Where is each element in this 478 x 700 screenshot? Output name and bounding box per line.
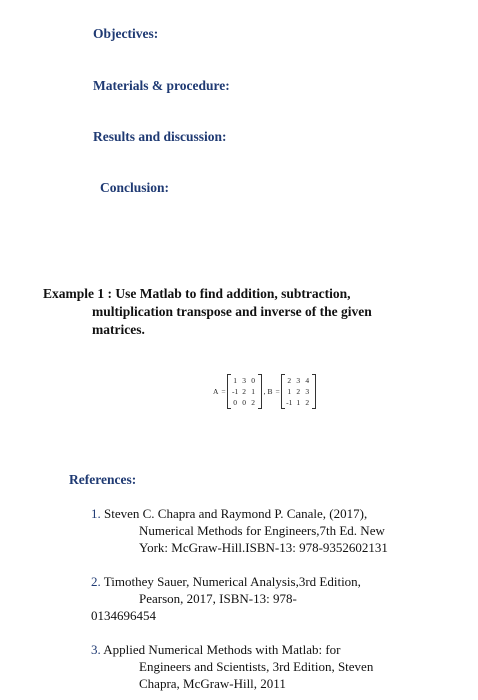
matrix-cell: 1 [251,386,256,396]
reference-line: Chapra, McGraw-Hill, 2011 [139,676,286,691]
section-heading-materials: Materials & procedure: [93,78,230,93]
reference-item [91,573,361,624]
matrix-cell: 1 [296,397,301,407]
matrix-cell: 3 [242,375,247,385]
matrix-a [227,374,262,409]
matrix-cell: 0 [233,397,238,407]
section-heading-objectives: Objectives: [93,26,159,41]
matrix-a-label: A [213,386,219,396]
matrix-separator: , [263,386,266,396]
reference-line: Applied Numerical Methods with Matlab: for [103,642,341,657]
reference-line: Engineers and Scientists, 3rd Edition, Steven [139,659,374,674]
equals-sign-a: = [221,386,226,396]
reference-line: Timothey Sauer, Numerical Analysis,3rd Edition, [103,574,361,589]
matrix-cell: -1 [232,386,239,396]
matrix-cell: 1 [233,375,238,385]
equals-sign-b: = [275,386,280,396]
example-line-2: multiplication transpose and inverse of the given [92,304,372,319]
reference-line: Numerical Methods for Engineers,7th Ed. New [139,523,385,538]
reference-number: 3. [91,642,101,657]
reference-line: Steven C. Chapra and Raymond P. Canale, (2017), [104,506,368,521]
matrix-cell: 1 [287,386,292,396]
reference-number: 2. [91,574,101,589]
example-statement [43,285,463,339]
section-heading-conclusion: Conclusion: [100,180,170,195]
reference-line: Pearson, 2017, ISBN-13: 978- [139,591,297,606]
matrix-cell: 3 [296,375,301,385]
matrix-cell: 4 [305,375,310,385]
matrix-cell: 2 [296,386,301,396]
matrix-equation [213,366,316,416]
matrix-cell: 2 [251,397,256,407]
section-heading-results: Results and discussion: [93,129,227,144]
reference-item [91,505,388,556]
matrix-b [281,374,316,409]
matrix-cell: 3 [305,386,310,396]
reference-line: 0134696454 [91,608,156,623]
matrix-cell: -1 [286,397,293,407]
matrix-cell: 2 [242,386,247,396]
example-line-1: Example 1 : Use Matlab to find addition, subtraction, [43,286,351,301]
reference-item [91,641,373,692]
matrix-cell: 0 [242,397,247,407]
matrix-cell: 0 [251,375,256,385]
matrix-b-label: B [267,386,273,396]
reference-line: York: McGraw-Hill.ISBN-13: 978-9352602131 [139,540,388,555]
example-line-3: matrices. [92,322,145,337]
reference-number: 1. [91,506,101,521]
matrix-cell: 2 [305,397,310,407]
matrix-cell: 2 [287,375,292,385]
references-heading: References: [69,472,137,487]
